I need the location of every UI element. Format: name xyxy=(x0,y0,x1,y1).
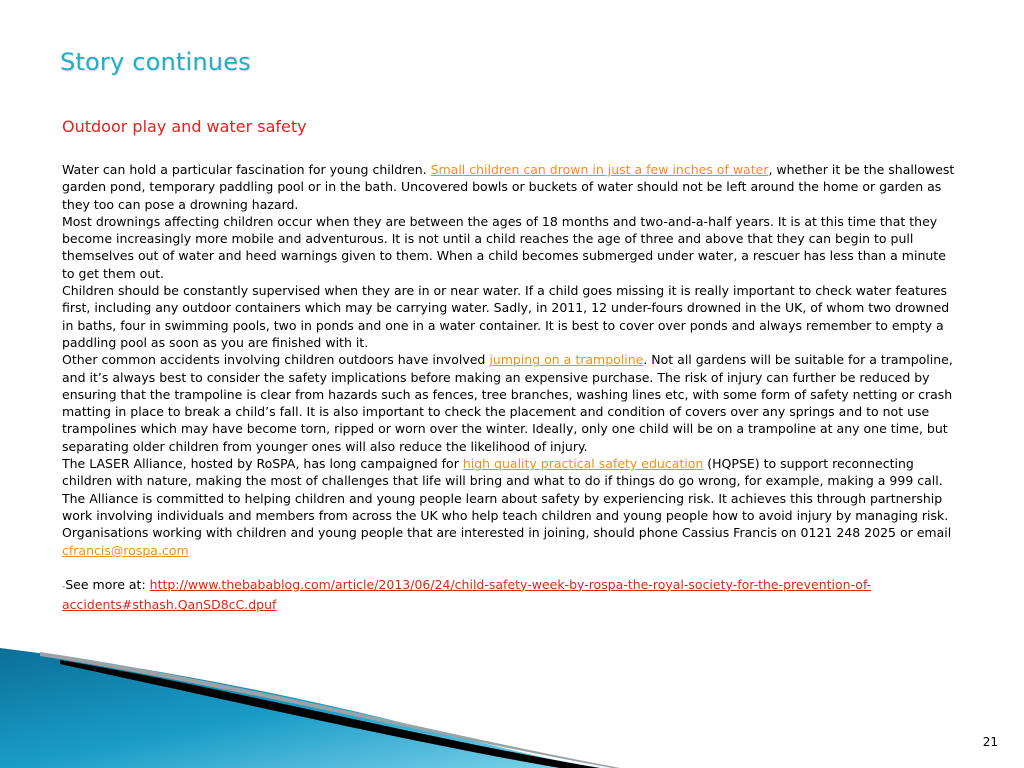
see-more-line xyxy=(62,576,962,614)
link-trampoline[interactable]: jumping on a trampoline xyxy=(489,352,644,368)
link-source-url[interactable]: http://www.thebabablog.com/article/2013/06/24/child-safety-week-by-rospa-the-royal-society-for-the-prevention-of-accidents#sthash.QanSD8cC.dpuf xyxy=(62,576,872,613)
link-safety-education[interactable]: high quality practical safety education xyxy=(462,456,704,472)
see-more-label: See more at: xyxy=(65,576,150,592)
see-more-dash: - xyxy=(62,581,66,592)
paragraph-intro: Water can hold a particular fascination for young children. Small children can drown in just a few inches of water, whether it be the shallowest garden pond, temporary paddling pool or in the bath. Uncovered bowls or buckets of water should not be left around the home or garden as they too can pose a drowning hazard. xyxy=(62,162,955,212)
section-subheading: Outdoor play and water safety xyxy=(62,117,307,136)
paragraph-drowning-ages: Most drownings affecting children occur when they are between the ages of 18 months and two-and-a-half years. It is at this time that they become increasingly more mobile and adventurous. It is not until a child reaches the age of three and above that they can begin to pull themselves out of water and heed warnings given to them. When a child becomes submerged under water, a rescuer has less than a minute to get them out. xyxy=(62,213,946,281)
link-drown-inches[interactable]: Small children can drown in just a few inches of water xyxy=(430,162,769,177)
page-number: 21 xyxy=(982,735,998,749)
paragraph-alliance-commitment: The Alliance is committed to helping children and young people learn about safety by experiencing risk. It achieves this through partnership work involving individuals and members from across the UK who help teach children and young people how to avoid injury by managing risk. Organisations working with children and young people that are interested in joining, should phone Cassius Francis on 0121 248 2025 or email cfrancis@rospa.com xyxy=(62,490,952,558)
body-text xyxy=(62,161,962,613)
paragraph-trampoline: Other common accidents involving children outdoors have involved jumping on a trampoline. Not all gardens will be suitable for a trampoline, and it’s always best to consider the safety implications before making an expensive purchase. The risk of injury can further be reduced by ensuring that the trampoline is clear from hazards such as fences, tree branches, washing lines etc, with some form of safety netting or crash matting in place to break a child’s fall. It is also important to check the placement and condition of covers over any springs and to not use trampolines which may have become torn, ripped or worn over the winter. Ideally, only one child will be on a trampoline at any one time, but separating older children from younger ones will also reduce the likelihood of injury. xyxy=(62,352,953,454)
slide-title: Story continues xyxy=(60,48,251,76)
paragraph-supervision: Children should be constantly supervised when they are in or near water. If a child goes missing it is really important to check water features first, including any outdoor containers which may be carrying water. Sadly, in 2011, 12 under-fours drowned in the UK, of whom two drowned in baths, four in swimming pools, two in ponds and one in a water container. It is best to cover over ponds and always remember to empty a paddling pool as soon as you are finished with it. xyxy=(62,283,950,350)
link-email[interactable]: cfrancis@rospa.com xyxy=(62,542,189,558)
paragraph-laser-alliance: The LASER Alliance, hosted by RoSPA, has long campaigned for high quality practical safety education (HQPSE) to support reconnecting children with nature, making the most of challenges that life will bring and what to do if things do go wrong, for example, making a 999 call. xyxy=(62,456,943,489)
